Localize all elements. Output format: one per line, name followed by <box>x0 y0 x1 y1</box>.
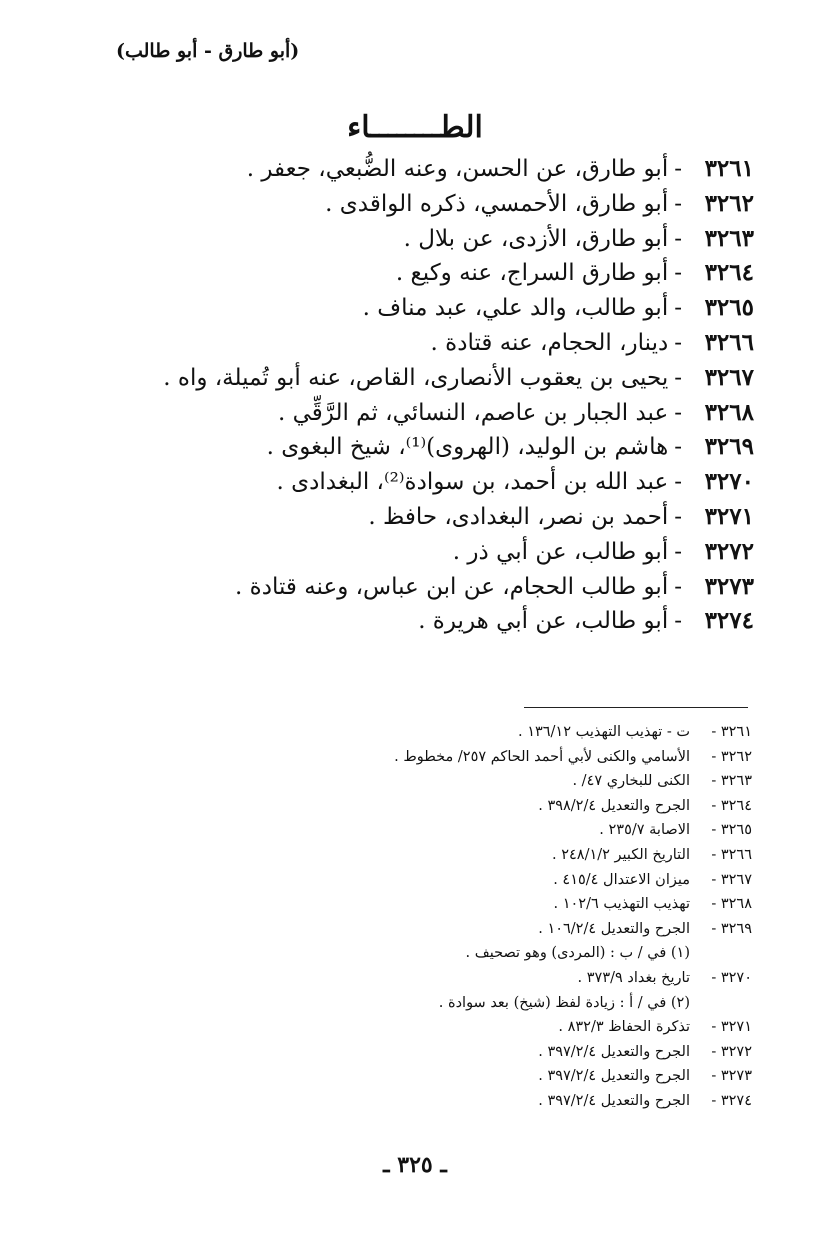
entry-number: ٣٢٦٩ <box>704 433 754 461</box>
entry-number: ٣٢٦٣ <box>704 224 754 252</box>
source-note <box>232 966 752 991</box>
note-number: ٣٢٦٤ - <box>711 797 752 814</box>
entry-text: أبو طالب، عن أبي هريرة . <box>418 608 669 635</box>
entry-text: عبد الله بن أحمد، بن سوادة⁽²⁾، البغدادى . <box>276 469 669 496</box>
note-number: ٣٢٧٠ - <box>711 969 752 986</box>
source-note <box>232 843 752 868</box>
entry: ٣٢٦٣ - أبو طارق، الأزدى، عن بلال . <box>114 222 754 257</box>
note-text: ت - تهذيب التهذيب ١٣٦/١٢ . <box>517 724 690 740</box>
entry: ٣٢٦٤ - أبو طارق السراج، عنه وكيع . <box>114 256 754 291</box>
entry-number: ٣٢٦٢ <box>704 189 754 217</box>
note-text: تاريخ بغداد ٣٧٣/٩ . <box>577 969 690 986</box>
source-note <box>232 917 752 942</box>
note-text: الجرح والتعديل ١٠٦/٢/٤ . <box>538 920 690 937</box>
source-note <box>232 794 752 819</box>
entry-text: أبو طالب الحجام، عن ابن عباس، وعنه قتادة . <box>235 573 669 600</box>
note-text: ميزان الاعتدال ٤١٥/٤ . <box>553 871 690 888</box>
entry-text: أحمد بن نصر، البغدادى، حافظ . <box>368 503 669 530</box>
note-number: ٣٢٦٣ - <box>711 773 752 790</box>
note-text: الجرح والتعديل ٣٩٧/٢/٤ . <box>538 1068 690 1085</box>
source-note <box>232 818 752 843</box>
entry-list <box>114 152 754 639</box>
entry: ٣٢٧٠ - عبد الله بن أحمد، بن سوادة⁽²⁾، البغدادى . <box>114 465 754 500</box>
source-notes <box>232 720 752 1114</box>
note-number: ٣٢٦٧ - <box>711 871 752 888</box>
entry: ٣٢٦٢ - أبو طارق، الأحمسي، ذكره الواقدى . <box>114 187 754 222</box>
entry: ٣٢٧٣ - أبو طالب الحجام، عن ابن عباس، وعنه قتادة . <box>114 570 754 605</box>
entry: ٣٢٦٧ - يحيى بن يعقوب الأنصارى، القاص، عنه أبو تُميلة، واه . <box>114 361 754 396</box>
entry-number: ٣٢٦٦ <box>704 328 754 356</box>
footnote <box>232 991 752 1016</box>
footnote-separator <box>524 707 748 708</box>
source-note <box>232 1089 752 1114</box>
entry-number: ٣٢٧٠ <box>704 468 754 496</box>
note-number: ٣٢٦٨ - <box>711 896 752 913</box>
entry-number: ٣٢٦٧ <box>704 363 754 391</box>
note-text: الكنى للبخاري ٤٧/ . <box>572 773 690 790</box>
entry-text: أبو طارق، عن الحسن، وعنه الضُّبعي، جعفر . <box>246 156 669 182</box>
entry-text: دينار، الحجام، عنه قتادة . <box>430 329 669 356</box>
note-text: الجرح والتعديل ٣٩٧/٢/٤ . <box>538 1092 690 1109</box>
note-number: ٣٢٦٥ - <box>711 822 752 839</box>
entry-text: أبو طالب، والد علي، عبد مناف . <box>362 295 669 322</box>
note-number: ٣٢٧٣ - <box>711 1068 752 1085</box>
entry-text: أبو طارق، الأزدى، عن بلال . <box>403 225 669 252</box>
note-number: ٣٢٧٤ - <box>711 1092 752 1109</box>
note-number: ٣٢٧٢ - <box>711 1043 752 1060</box>
entry-number: ٣٢٧٤ <box>704 607 754 635</box>
note-text: (١) في / ب : (المردى) وهو تصحيف . <box>465 945 690 962</box>
source-note <box>232 720 752 745</box>
entry-number: ٣٢٦٤ <box>704 259 754 287</box>
entry: ٣٢٧٢ - أبو طالب، عن أبي ذر . <box>114 535 754 570</box>
entry: ٣٢٦٥ - أبو طالب، والد علي، عبد مناف . <box>114 291 754 326</box>
source-note <box>232 892 752 917</box>
running-head: (أبو طارق - أبو طالب) <box>116 40 300 62</box>
entry: ٣٢٧١ - أحمد بن نصر، البغدادى، حافظ . <box>114 500 754 535</box>
note-number: ٣٢٦٦ - <box>711 846 752 863</box>
note-text: تذكرة الحفاظ ٨٣٢/٣ . <box>558 1019 690 1036</box>
source-note <box>232 1064 752 1089</box>
note-number: ٣٢٦١ - <box>711 724 752 740</box>
note-text: الجرح والتعديل ٣٩٨/٢/٤ . <box>538 797 690 814</box>
note-number: ٣٢٦٩ - <box>711 920 752 937</box>
note-text: الاصابة ٢٣٥/٧ . <box>599 822 690 839</box>
entry-text: هاشم بن الوليد، (الهروى)⁽¹⁾، شيخ البغوى . <box>266 434 669 461</box>
entry: ٣٢٧٤ - أبو طالب، عن أبي هريرة . <box>114 604 754 639</box>
source-note <box>232 1040 752 1065</box>
entry-text: أبو طارق، الأحمسي، ذكره الواقدى . <box>325 190 669 217</box>
entry-text: عبد الجبار بن عاصم، النسائي، ثم الرَّقِّي . <box>277 399 669 426</box>
note-text: تهذيب التهذيب ١٠٢/٦ . <box>553 896 690 913</box>
entry: ٣٢٦١ - أبو طارق، عن الحسن، وعنه الضُّبعي، جعفر . <box>114 152 754 187</box>
note-text: الجرح والتعديل ٣٩٧/٢/٤ . <box>538 1043 690 1060</box>
source-note <box>232 868 752 893</box>
source-note <box>232 769 752 794</box>
entry-number: ٣٢٧١ <box>704 502 754 530</box>
entry-number: ٣٢٦٨ <box>704 398 754 426</box>
source-note <box>232 1015 752 1040</box>
source-note <box>232 745 752 770</box>
entry: ٣٢٦٨ - عبد الجبار بن عاصم، النسائي، ثم الرَّقِّي . <box>114 396 754 431</box>
footnote <box>232 941 752 966</box>
entry: ٣٢٦٦ - دينار، الحجام، عنه قتادة . <box>114 326 754 361</box>
entry-number: ٣٢٦١ <box>704 155 754 182</box>
note-text: التاريخ الكبير ٢٤٨/١/٢ . <box>552 846 690 863</box>
note-number <box>690 941 752 966</box>
note-number <box>690 991 752 1016</box>
entry-number: ٣٢٧٢ <box>704 537 754 565</box>
entry-text: أبو طارق السراج، عنه وكيع . <box>395 260 669 287</box>
note-text: (٢) في / أ : زيادة لفظ (شيخ) بعد سوادة . <box>438 994 690 1011</box>
note-number: ٣٢٧١ - <box>711 1019 752 1036</box>
entry: ٣٢٦٩ - هاشم بن الوليد، (الهروى)⁽¹⁾، شيخ البغوى . <box>114 430 754 465</box>
section-title: الطــــــــاء <box>347 110 483 145</box>
entry-text: أبو طالب، عن أبي ذر . <box>452 538 669 565</box>
note-text: الأسامي والكنى لأبي أحمد الحاكم ٢٥٧/ مخطوط . <box>394 748 690 765</box>
entry-number: ٣٢٦٥ <box>704 294 754 322</box>
entry-number: ٣٢٧٣ <box>704 572 754 600</box>
entry-text: يحيى بن يعقوب الأنصارى، القاص، عنه أبو تُميلة، واه . <box>163 364 669 391</box>
page-number: ـ ٣٢٥ ـ <box>383 1152 447 1178</box>
note-number: ٣٢٦٢ - <box>711 748 752 765</box>
